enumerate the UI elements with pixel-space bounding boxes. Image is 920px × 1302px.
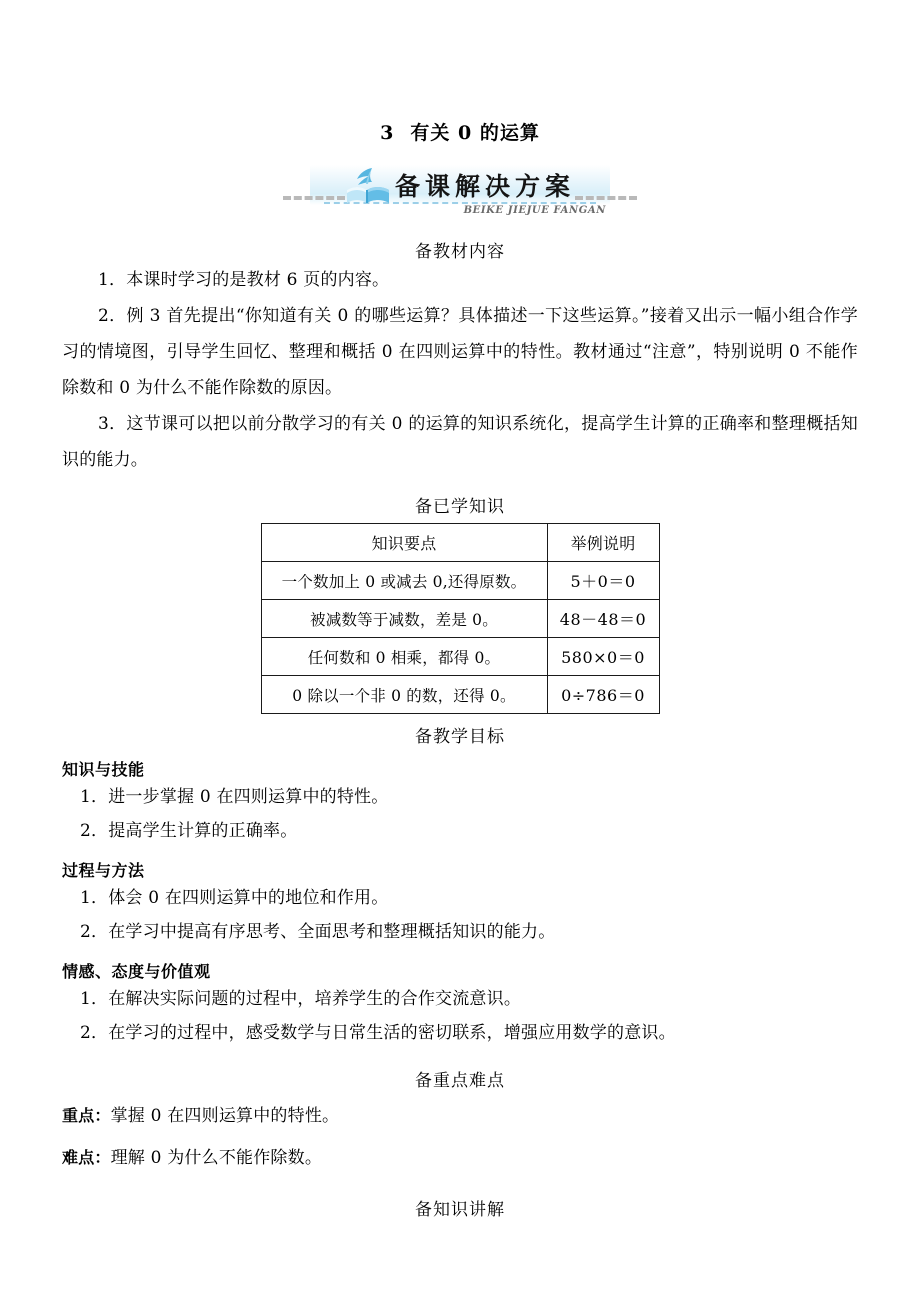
table-cell-point: 任何数和 0 相乘，都得 0。 [261, 638, 547, 676]
section-heading-textbook-content: 备教材内容 [415, 242, 505, 262]
table-cell-example: 5＋0＝0 [547, 562, 659, 600]
difficulty-point-line [62, 1133, 858, 1175]
table-row [261, 676, 659, 714]
section-heading-learned-knowledge: 备已学知识 [415, 497, 505, 517]
table-header-row [261, 524, 659, 562]
difficulty-point-label: 难点： [62, 1148, 111, 1167]
lesson-number: 3 [380, 122, 395, 144]
process-method-item-1: 1．体会 0 在四则运算中的地位和作用。 [80, 888, 389, 908]
section-heading-knowledge-explanation: 备知识讲解 [415, 1200, 505, 1220]
table-cell-example: 48－48＝0 [547, 600, 659, 638]
section-heading-key-difficulty: 备重点难点 [415, 1071, 505, 1091]
knowledge-skills-item-1: 1．进一步掌握 0 在四则运算中的特性。 [80, 787, 389, 807]
table-row [261, 562, 659, 600]
table-cell-point: 一个数加上 0 或减去 0,还得原数。 [261, 562, 547, 600]
table-column-header-point: 知识要点 [261, 524, 547, 562]
key-point-text: 掌握 0 在四则运算中的特性。 [110, 1106, 340, 1126]
lesson-title-text: 有关 0 的运算 [410, 122, 540, 144]
difficulty-point-text: 理解 0 为什么不能作除数。 [110, 1148, 323, 1168]
banner [62, 163, 858, 221]
emotion-attitude-item-2: 2．在学习的过程中，感受数学与日常生活的密切联系，增强应用数学的意识。 [80, 1023, 676, 1043]
learned-knowledge-table [261, 523, 660, 714]
table-cell-point: 0 除以一个非 0 的数，还得 0。 [261, 676, 547, 714]
process-method-item-2: 2．在学习中提高有序思考、全面思考和整理概括知识的能力。 [80, 922, 556, 942]
section-heading-teaching-objectives: 备教学目标 [415, 727, 505, 747]
subheading-emotion-attitude-values: 情感、态度与价值观 [62, 962, 211, 981]
knowledge-skills-item-2: 2．提高学生计算的正确率。 [80, 821, 298, 841]
key-point-line [62, 1091, 858, 1133]
banner-dash-left [283, 196, 345, 200]
learned-knowledge-table-wrap [62, 523, 858, 714]
table-column-header-example: 举例说明 [547, 524, 659, 562]
banner-inner [339, 163, 606, 216]
page-title [62, 0, 858, 145]
banner-title: 备课解决方案 [394, 171, 575, 201]
subheading-process-method: 过程与方法 [62, 861, 145, 880]
table-cell-example: 580×0＝0 [547, 638, 659, 676]
emotion-attitude-item-1: 1．在解决实际问题的过程中，培养学生的合作交流意识。 [80, 989, 522, 1009]
subheading-knowledge-skills: 知识与技能 [62, 760, 145, 779]
banner-dash-right [575, 196, 637, 200]
table-row [261, 600, 659, 638]
textbook-content-item-3: 3．这节课可以把以前分散学习的有关 0 的运算的知识系统化，提高学生计算的正确率和整理概括知识的能力。 [62, 414, 858, 470]
key-point-label: 重点： [62, 1106, 111, 1125]
banner-pinyin: BEIKE JIEJUE FANGAN [463, 205, 606, 216]
table-row [261, 638, 659, 676]
table-cell-example: 0÷786＝0 [547, 676, 659, 714]
textbook-content-item-1: 1．本课时学习的是教材 6 页的内容。 [98, 270, 390, 290]
textbook-content-item-2: 2．例 3 首先提出“你知道有关 0 的哪些运算？具体描述一下这些运算。”接着又出示一幅小组合作学习的情境图，引导学生回忆、整理和概括 0 在四则运算中的特性。教材通过“注意”，特别说明 0 不能作除数和 0 为什么不能作除数的原因。 [62, 306, 858, 398]
book-quill-icon [345, 166, 393, 206]
table-cell-point: 被减数等于减数，差是 0。 [261, 600, 547, 638]
